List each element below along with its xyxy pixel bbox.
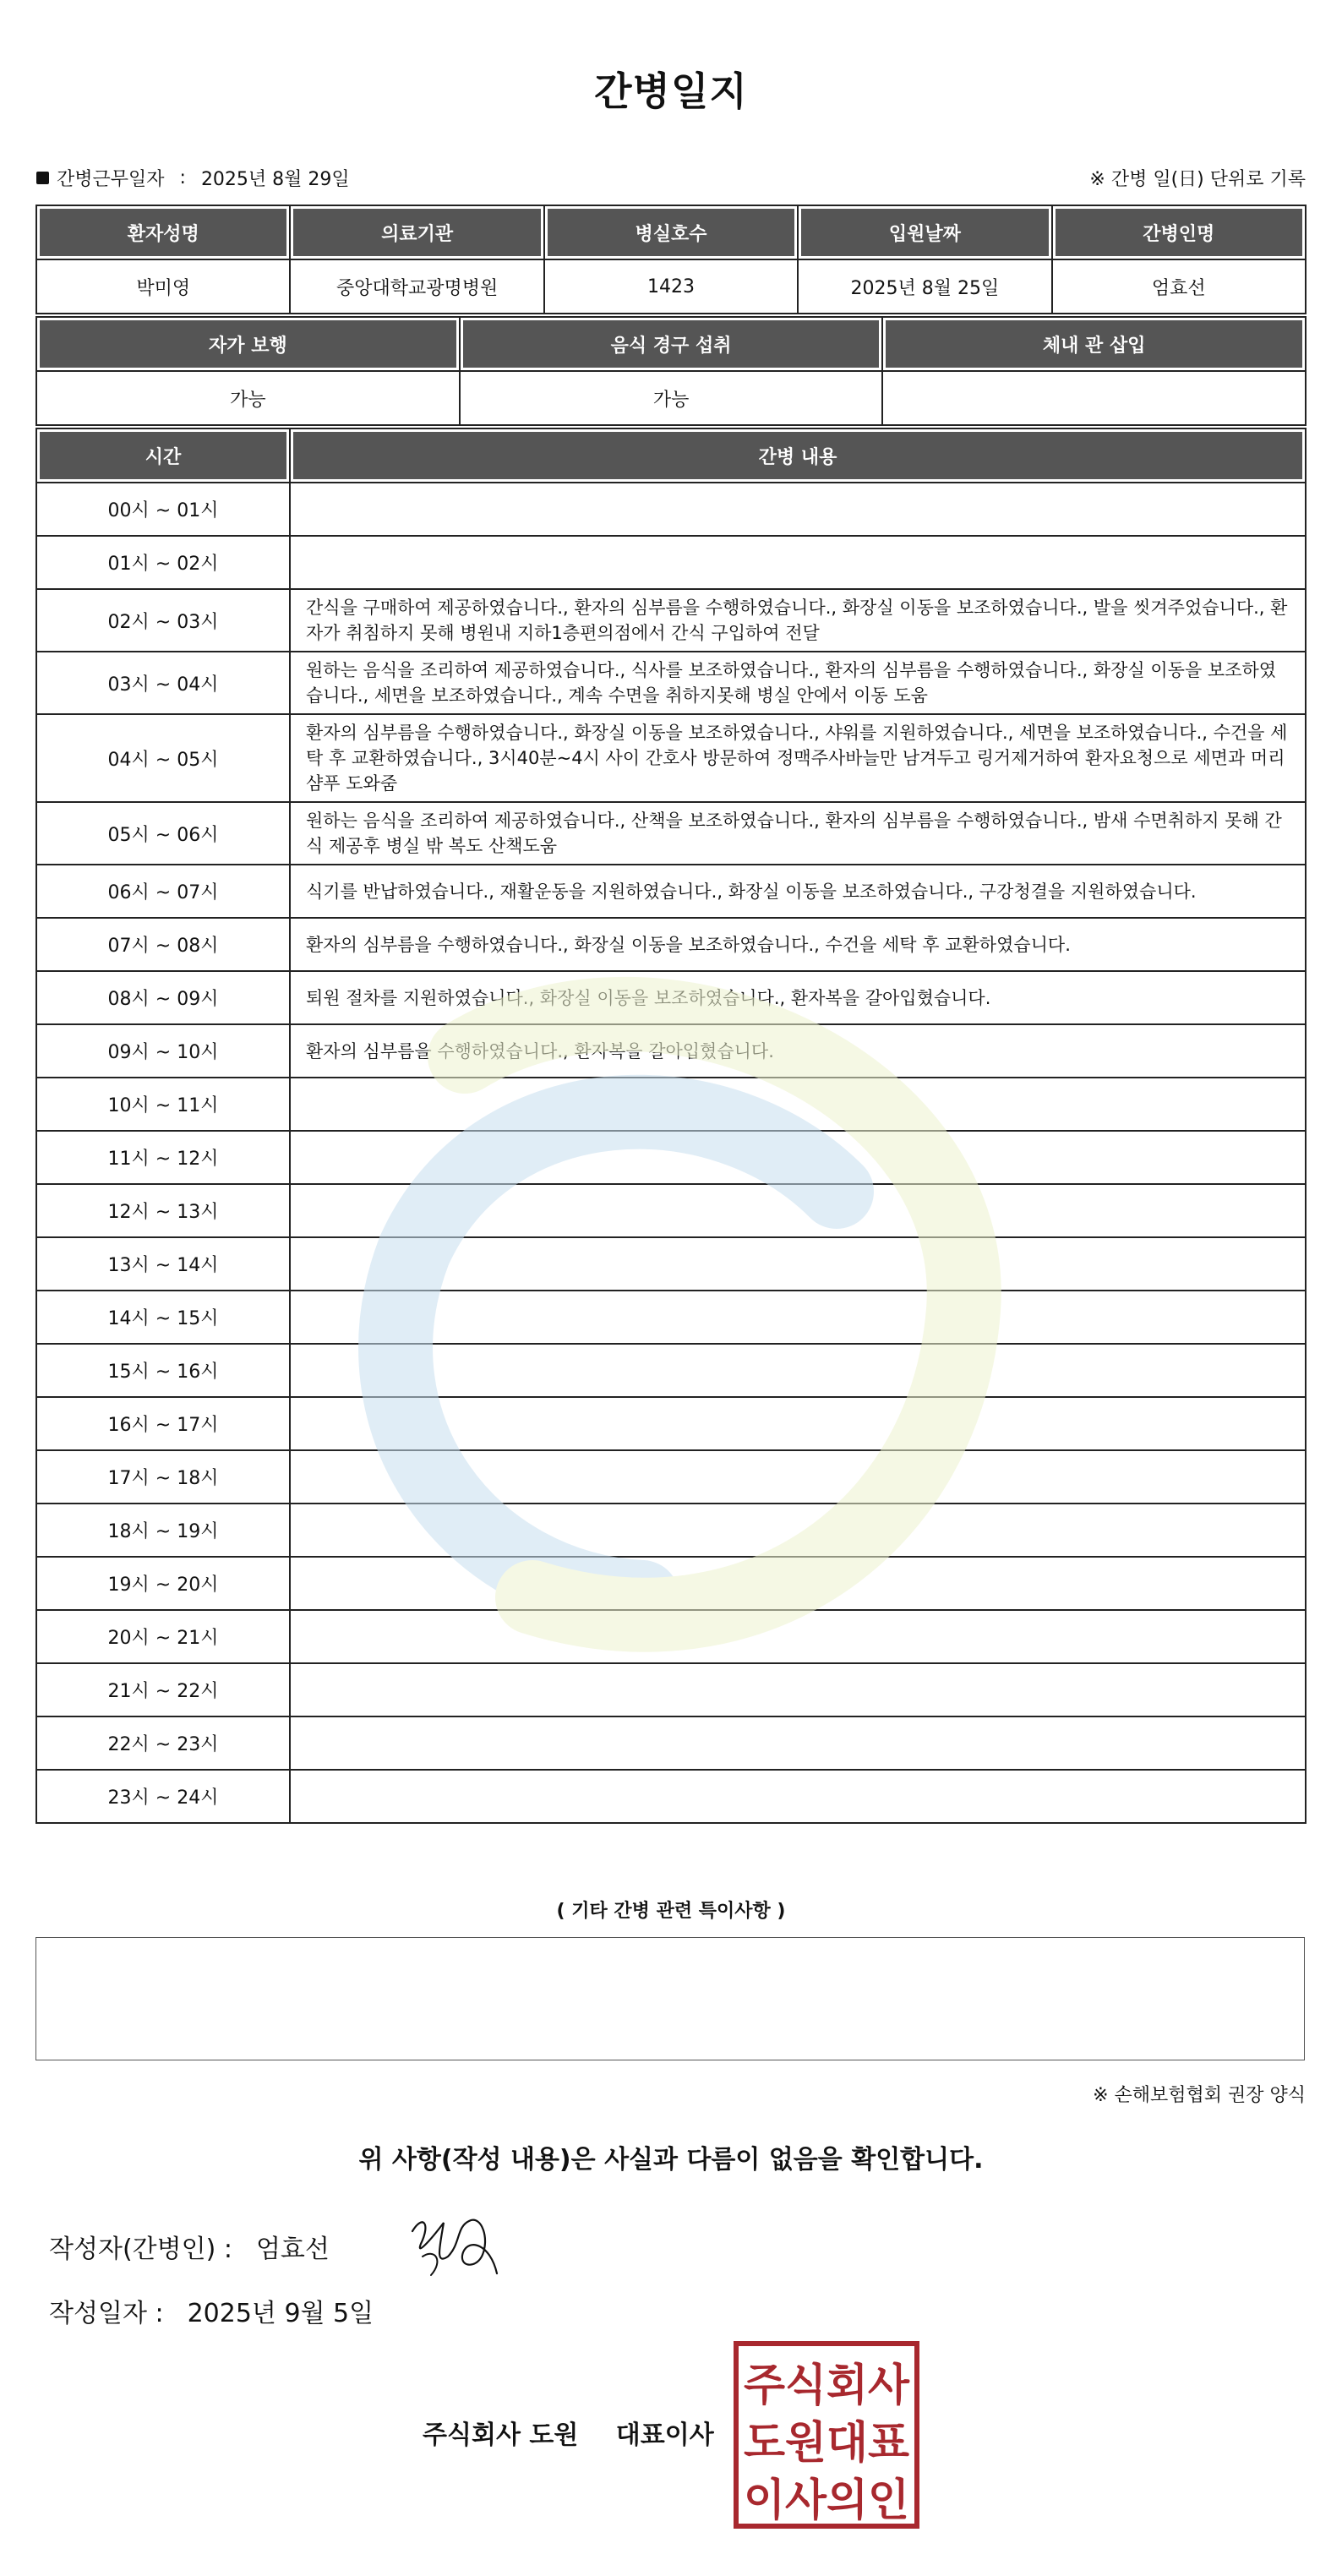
log-content bbox=[290, 1610, 1306, 1663]
oral-intake: 가능 bbox=[460, 371, 883, 425]
table-row bbox=[36, 1078, 1306, 1131]
table-row bbox=[36, 918, 1306, 971]
table-row bbox=[36, 1770, 1306, 1823]
work-date-separator: : bbox=[179, 166, 186, 188]
log-content bbox=[290, 1344, 1306, 1397]
table-row bbox=[36, 536, 1306, 589]
table-row bbox=[36, 1024, 1306, 1078]
log-content bbox=[290, 1770, 1306, 1823]
hospital: 중앙대학교광명병원 bbox=[290, 259, 543, 314]
log-time: 01시 ~ 02시 bbox=[36, 536, 290, 589]
seal-line: 도원대표 bbox=[744, 2418, 909, 2469]
patient-info-header-row bbox=[36, 205, 1306, 259]
notes-box bbox=[35, 1937, 1305, 2060]
log-time: 19시 ~ 20시 bbox=[36, 1557, 290, 1610]
log-content: 원하는 음식을 조리하여 제공하였습니다., 산책을 보조하였습니다., 환자의 심부름을 수행하였습니다., 밤새 수면취하지 못해 간식 제공후 병실 밖 복도 산책도움 bbox=[290, 802, 1306, 865]
company-seal-stamp bbox=[734, 2341, 919, 2529]
company-role: 대표이사 bbox=[615, 2420, 714, 2450]
table-row bbox=[36, 865, 1306, 918]
log-content: 퇴원 절차를 지원하였습니다., 화장실 이동을 보조하였습니다., 환자복을 갈아입혔습니다. bbox=[290, 971, 1306, 1024]
admission-date: 2025년 8월 25일 bbox=[798, 259, 1051, 314]
log-content: 환자의 심부름을 수행하였습니다., 화장실 이동을 보조하였습니다., 수건을 세탁 후 교환하였습니다. bbox=[290, 918, 1306, 971]
patient-status-table bbox=[35, 316, 1307, 426]
header-patient-name: 환자성명 bbox=[36, 205, 290, 259]
patient-info-table bbox=[35, 205, 1307, 314]
table-row bbox=[36, 1504, 1306, 1557]
square-bullet-icon bbox=[36, 172, 49, 184]
company-line bbox=[423, 2414, 714, 2451]
seal-line: 주식회사 bbox=[744, 2360, 910, 2411]
signature-image bbox=[397, 2206, 507, 2282]
company-name: 주식회사 도원 bbox=[423, 2420, 579, 2450]
writer-label: 작성자(간병인) : bbox=[49, 2235, 232, 2264]
log-time: 14시 ~ 15시 bbox=[36, 1291, 290, 1344]
log-time: 07시 ~ 08시 bbox=[36, 918, 290, 971]
log-time: 20시 ~ 21시 bbox=[36, 1610, 290, 1663]
seal-line: 이사의인 bbox=[744, 2475, 909, 2526]
care-log-table bbox=[35, 428, 1307, 1824]
notes-title: ( 기타 간병 관련 특이사항 ) bbox=[556, 1901, 786, 1922]
written-date-value: 2025년 9월 5일 bbox=[187, 2299, 374, 2328]
log-content bbox=[290, 1397, 1306, 1450]
patient-name: 박미영 bbox=[36, 259, 290, 314]
written-date-label: 작성일자 : bbox=[49, 2299, 164, 2328]
log-time: 00시 ~ 01시 bbox=[36, 483, 290, 536]
table-row bbox=[36, 1610, 1306, 1663]
recommend-note: ※ 손해보험협회 권장 양식 bbox=[1093, 2085, 1306, 2106]
header-oral-intake: 음식 경구 섭취 bbox=[460, 317, 883, 371]
page-title: 간병일지 bbox=[594, 68, 748, 114]
log-content bbox=[290, 1557, 1306, 1610]
log-content: 환자의 심부름을 수행하였습니다., 화장실 이동을 보조하였습니다., 샤워를 지원하였습니다., 세면을 보조하였습니다., 수건을 세탁 후 교환하였습니다., 3시40분~4시 사이 간호사 방문하여 정맥주사바늘만 남겨두고 링거제거하여 환자요청으로 세면과 머리샴푸 도와줌 bbox=[290, 714, 1306, 802]
log-time: 08시 ~ 09시 bbox=[36, 971, 290, 1024]
log-content: 식기를 반납하였습니다., 재활운동을 지원하였습니다., 화장실 이동을 보조하였습니다., 구강청결을 지원하였습니다. bbox=[290, 865, 1306, 918]
log-content bbox=[290, 1237, 1306, 1291]
log-content: 원하는 음식을 조리하여 제공하였습니다., 식사를 보조하였습니다., 환자의 심부름을 수행하였습니다., 화장실 이동을 보조하였습니다., 세면을 보조하였습니다., 계속 수면을 취하지못해 병실 안에서 이동 도움 bbox=[290, 652, 1306, 714]
unit-note: ※ 간병 일(日) 단위로 기록 bbox=[1089, 168, 1306, 190]
table-row bbox=[36, 1184, 1306, 1237]
log-time: 23시 ~ 24시 bbox=[36, 1770, 290, 1823]
header-admission-date: 입원날짜 bbox=[798, 205, 1051, 259]
log-content bbox=[290, 1078, 1306, 1131]
log-time: 18시 ~ 19시 bbox=[36, 1504, 290, 1557]
tube-insertion bbox=[882, 371, 1306, 425]
header-tube-insertion: 체내 관 삽입 bbox=[882, 317, 1306, 371]
table-row bbox=[36, 589, 1306, 652]
table-row bbox=[36, 1131, 1306, 1184]
self-walking: 가능 bbox=[36, 371, 460, 425]
table-row bbox=[36, 1397, 1306, 1450]
log-content bbox=[290, 536, 1306, 589]
meta-row bbox=[36, 162, 1306, 193]
log-content bbox=[290, 1450, 1306, 1504]
room-number: 1423 bbox=[544, 259, 798, 314]
table-row bbox=[36, 1450, 1306, 1504]
log-content bbox=[290, 1131, 1306, 1184]
table-row bbox=[36, 1716, 1306, 1770]
header-time: 시간 bbox=[36, 428, 290, 483]
patient-status-value-row bbox=[36, 371, 1306, 425]
log-content bbox=[290, 1184, 1306, 1237]
table-row bbox=[36, 1557, 1306, 1610]
table-row bbox=[36, 802, 1306, 865]
log-time: 22시 ~ 23시 bbox=[36, 1716, 290, 1770]
table-row bbox=[36, 1237, 1306, 1291]
log-time: 02시 ~ 03시 bbox=[36, 589, 290, 652]
log-content bbox=[290, 483, 1306, 536]
log-time: 21시 ~ 22시 bbox=[36, 1663, 290, 1716]
writer-line bbox=[49, 2228, 330, 2265]
log-time: 11시 ~ 12시 bbox=[36, 1131, 290, 1184]
care-log-header-row bbox=[36, 428, 1306, 483]
log-time: 05시 ~ 06시 bbox=[36, 802, 290, 865]
table-row bbox=[36, 971, 1306, 1024]
confirm-text: 위 사항(작성 내용)은 사실과 다름이 없음을 확인합니다. bbox=[358, 2145, 984, 2175]
log-content bbox=[290, 1663, 1306, 1716]
log-time: 03시 ~ 04시 bbox=[36, 652, 290, 714]
care-log-body bbox=[36, 483, 1306, 1823]
log-time: 17시 ~ 18시 bbox=[36, 1450, 290, 1504]
log-time: 10시 ~ 11시 bbox=[36, 1078, 290, 1131]
log-time: 16시 ~ 17시 bbox=[36, 1397, 290, 1450]
header-self-walking: 자가 보행 bbox=[36, 317, 460, 371]
log-content bbox=[290, 1716, 1306, 1770]
log-content: 간식을 구매하여 제공하였습니다., 환자의 심부름을 수행하였습니다., 화장실 이동을 보조하였습니다., 발을 씻겨주었습니다., 환자가 취침하지 못해 병원내 지하1층편의점에서 간식 구입하여 전달 bbox=[290, 589, 1306, 652]
header-care-content: 간병 내용 bbox=[290, 428, 1306, 483]
log-time: 06시 ~ 07시 bbox=[36, 865, 290, 918]
patient-info-value-row bbox=[36, 259, 1306, 314]
log-time: 13시 ~ 14시 bbox=[36, 1237, 290, 1291]
table-row bbox=[36, 652, 1306, 714]
header-caregiver-name: 간병인명 bbox=[1052, 205, 1306, 259]
table-row bbox=[36, 1344, 1306, 1397]
log-time: 15시 ~ 16시 bbox=[36, 1344, 290, 1397]
log-time: 09시 ~ 10시 bbox=[36, 1024, 290, 1078]
log-time: 04시 ~ 05시 bbox=[36, 714, 290, 802]
table-row bbox=[36, 1663, 1306, 1716]
work-date-label: 간병근무일자 bbox=[57, 168, 165, 190]
work-date bbox=[36, 165, 350, 191]
caregiver-name: 엄효선 bbox=[1052, 259, 1306, 314]
table-row bbox=[36, 1291, 1306, 1344]
header-room-number: 병실호수 bbox=[544, 205, 798, 259]
log-time: 12시 ~ 13시 bbox=[36, 1184, 290, 1237]
patient-status-header-row bbox=[36, 317, 1306, 371]
work-date-value: 2025년 8월 29일 bbox=[200, 168, 350, 190]
log-content: 환자의 심부름을 수행하였습니다., 환자복을 갈아입혔습니다. bbox=[290, 1024, 1306, 1078]
log-content bbox=[290, 1291, 1306, 1344]
table-row bbox=[36, 483, 1306, 536]
log-content bbox=[290, 1504, 1306, 1557]
written-date-line bbox=[49, 2292, 374, 2329]
header-hospital: 의료기관 bbox=[290, 205, 543, 259]
table-row bbox=[36, 714, 1306, 802]
writer-name: 엄효선 bbox=[255, 2235, 330, 2264]
